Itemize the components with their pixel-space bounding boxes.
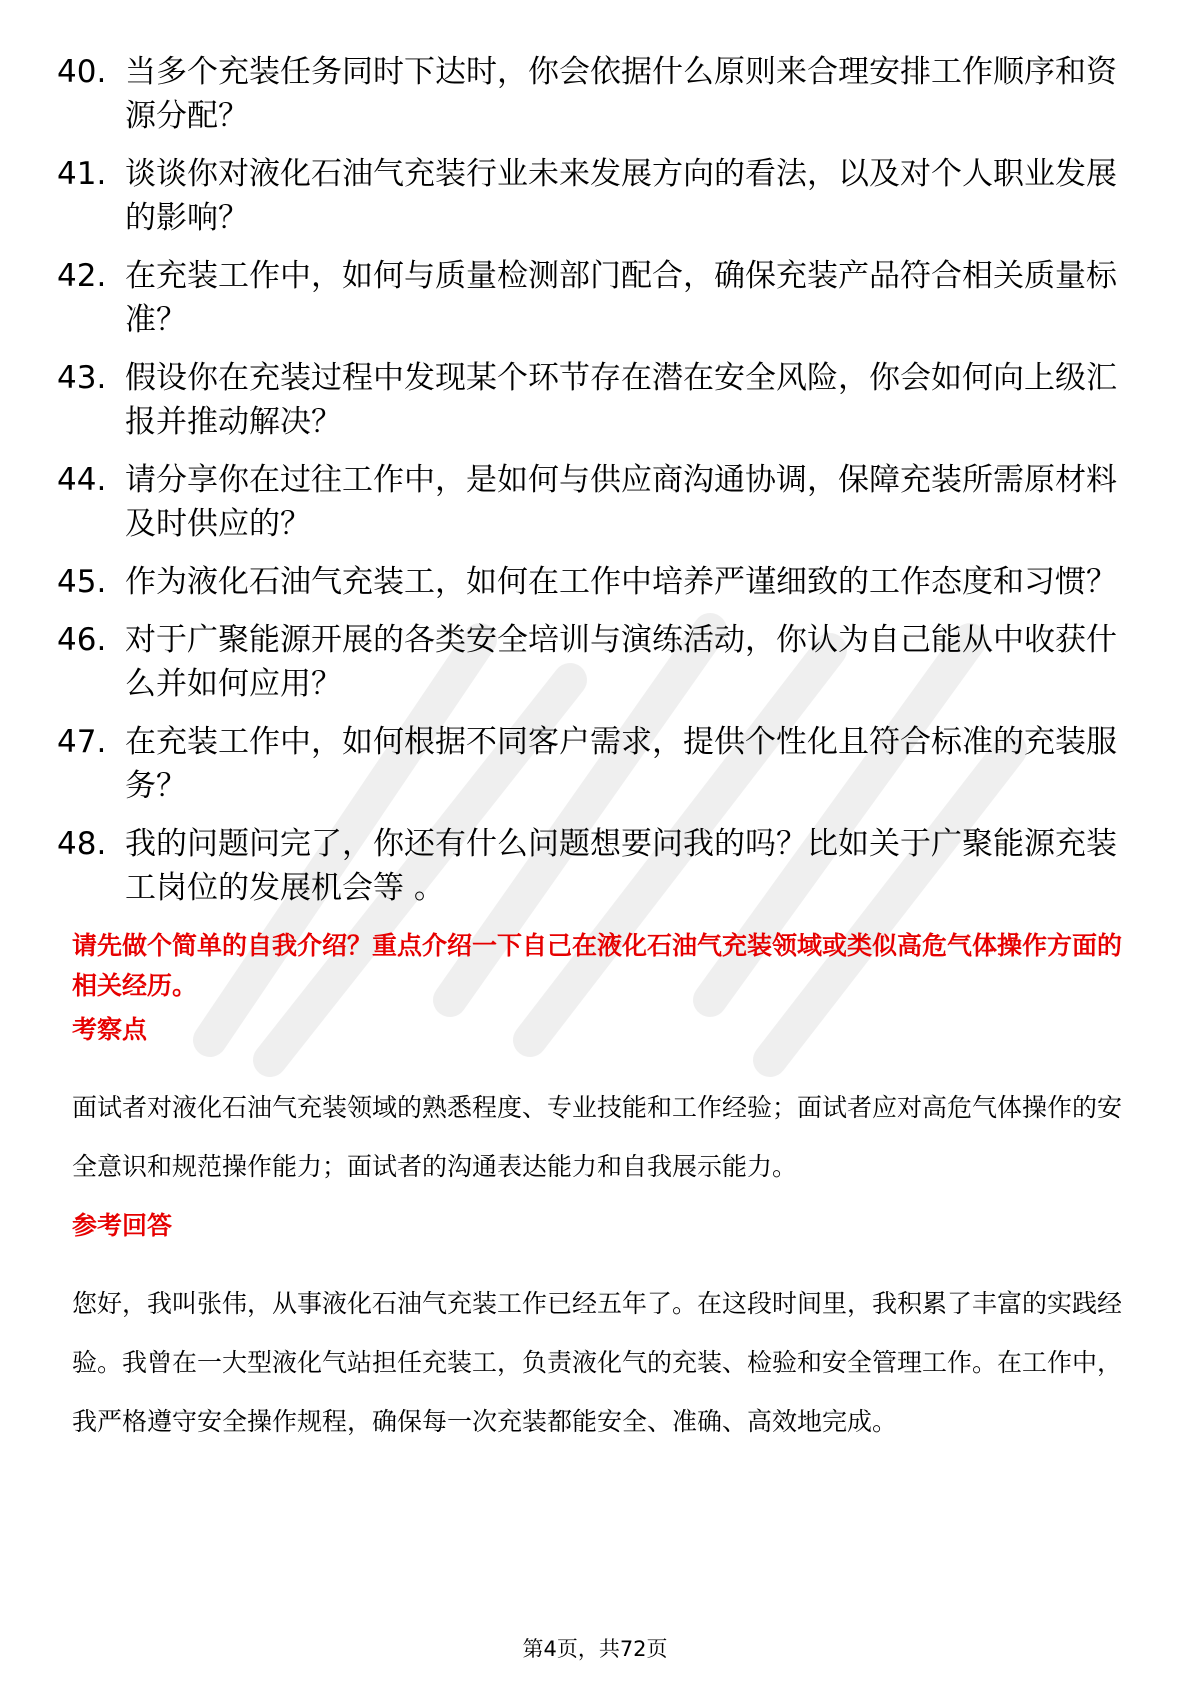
question-item [57,618,1127,706]
focus-heading: 考察点 [72,1015,148,1044]
question-item [57,458,1127,546]
intro-question-title: 请先做个简单的自我介绍？重点介绍一下自己在液化石油气充装领域或类似高危气体操作方面的相关经历。 [72,931,1123,1000]
question-number: 48. [57,826,107,862]
question-item [57,50,1127,138]
question-number: 42. [57,258,107,294]
question-text: 在充装工作中，如何与质量检测部门配合，确保充装产品符合相关质量标准？ [125,258,1117,338]
page-footer: 第4页，共72页 [522,1637,668,1661]
question-number: 45. [57,564,107,600]
answer-section [72,1208,1122,1451]
question-list [57,50,1127,924]
question-item [57,720,1127,808]
question-number: 46. [57,622,107,658]
answer-text: 您好，我叫张伟，从事液化石油气充装工作已经五年了。在这段时间里，我积累了丰富的实践经验。我曾在一大型液化气站担任充装工，负责液化气的充装、检验和安全管理工作。在工作中，我严格遵守安全操作规程，确保每一次充装都能安全、准确、高效地完成。 [72,1289,1123,1436]
intro-question-section [72,926,1122,1006]
question-item [57,560,1127,604]
question-number: 40. [57,54,107,90]
question-text: 当多个充装任务同时下达时，你会依据什么原则来合理安排工作顺序和资源分配？ [125,54,1117,134]
answer-heading: 参考回答 [72,1211,173,1240]
focus-section [72,1012,1122,1196]
question-item [57,254,1127,342]
question-text: 请分享你在过往工作中，是如何与供应商沟通协调，保障充装所需原材料及时供应的？ [125,462,1117,542]
question-item [57,822,1127,910]
focus-text: 面试者对液化石油气充装领域的熟悉程度、专业技能和工作经验；面试者应对高危气体操作的安全意识和规范操作能力；面试者的沟通表达能力和自我展示能力。 [72,1093,1123,1181]
question-number: 41. [57,156,107,192]
question-number: 43. [57,360,107,396]
question-item [57,152,1127,240]
question-item [57,356,1127,444]
question-text: 我的问题问完了，你还有什么问题想要问我的吗？比如关于广聚能源充装工岗位的发展机会等 。 [125,826,1117,906]
question-text: 对于广聚能源开展的各类安全培训与演练活动，你认为自己能从中收获什么并如何应用？ [125,622,1117,702]
question-number: 44. [57,462,107,498]
question-text: 作为液化石油气充装工，如何在工作中培养严谨细致的工作态度和习惯？ [125,564,1117,600]
question-text: 在充装工作中，如何根据不同客户需求，提供个性化且符合标准的充装服务？ [125,724,1117,804]
question-text: 假设你在充装过程中发现某个环节存在潜在安全风险，你会如何向上级汇报并推动解决？ [125,360,1117,440]
question-text: 谈谈你对液化石油气充装行业未来发展方向的看法，以及对个人职业发展的影响？ [125,156,1117,236]
question-number: 47. [57,724,107,760]
